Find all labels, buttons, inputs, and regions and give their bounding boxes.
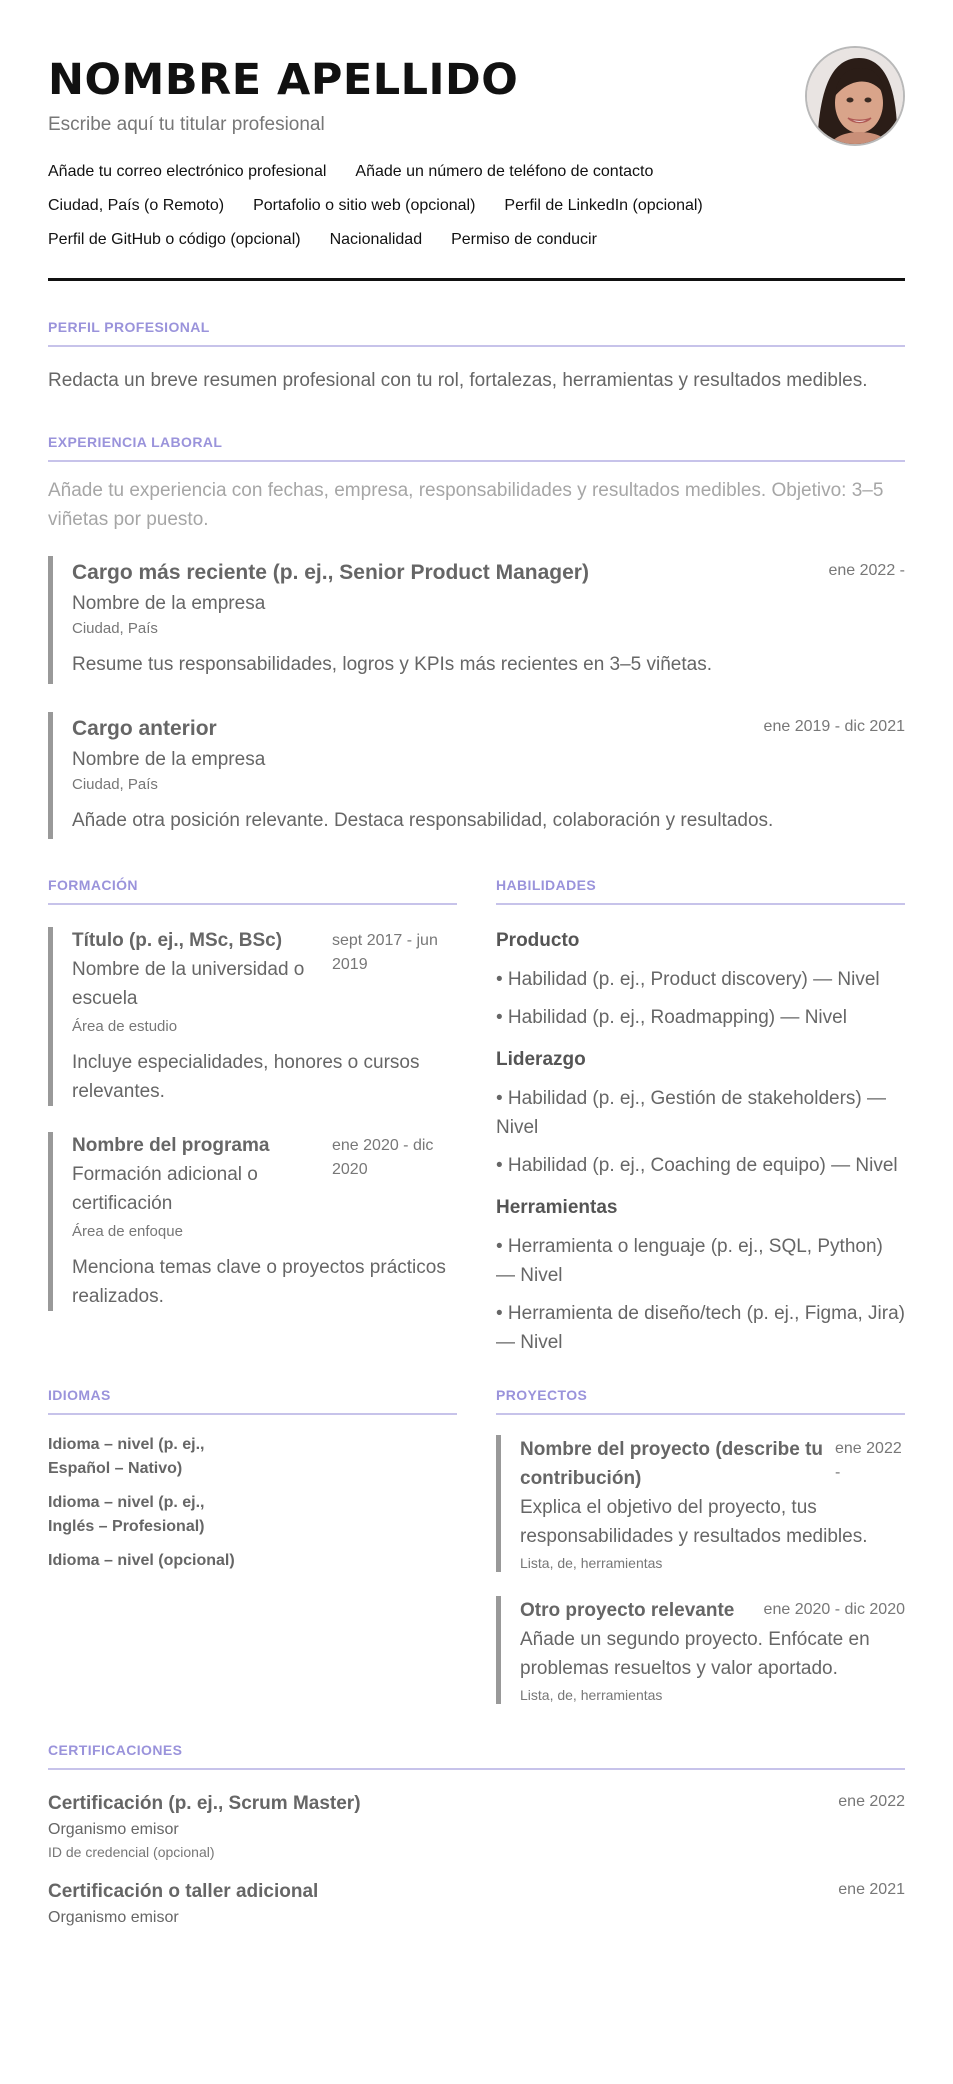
field-of-study: Área de enfoque [72, 1223, 183, 1240]
education-entry [48, 1132, 457, 1311]
skill-group [496, 1194, 905, 1357]
contact-row [48, 189, 905, 223]
skill-item: • Habilidad (p. ej., Gestión de stakeholders) — Nivel [496, 1088, 887, 1138]
driving-license-field: Permiso de conducir [451, 231, 597, 248]
field-of-study: Área de estudio [72, 1018, 178, 1035]
project-date: ene 2020 - dic 2020 [763, 1601, 905, 1618]
certification-name: Certificación (p. ej., Scrum Master) [48, 1793, 361, 1814]
certification-entry [48, 1790, 905, 1862]
language-item: Idioma – nivel (p. ej., Inglés – Profesional) [48, 1494, 205, 1535]
skill-item: • Herramienta o lenguaje (p. ej., SQL, Python) — Nivel [496, 1236, 883, 1286]
section-title: EXPERIENCIA LABORAL [48, 434, 905, 462]
project-entry [496, 1435, 905, 1572]
section-title: HABILIDADES [496, 877, 905, 905]
education-date: ene 2020 - dic 2020 [332, 1137, 434, 1178]
experience-section [48, 434, 905, 839]
job-title: Cargo más reciente (p. ej., Senior Product Manager) [72, 561, 589, 584]
avatar [805, 46, 905, 146]
website-field: Portafolio o sitio web (opcional) [253, 197, 476, 214]
job-location: Ciudad, País [72, 776, 158, 793]
degree-title: Nombre del programa [72, 1135, 270, 1156]
languages-section [48, 1387, 457, 1704]
project-tools: Lista, de, herramientas [520, 1555, 663, 1571]
experience-entry [48, 712, 905, 839]
section-title: IDIOMAS [48, 1387, 457, 1415]
certification-name: Certificación o taller adicional [48, 1881, 319, 1902]
skill-category: Producto [496, 930, 580, 951]
job-description: Resume tus responsabilidades, logros y KPIs más recientes en 3–5 viñetas. [72, 654, 712, 675]
job-title: Cargo anterior [72, 717, 217, 740]
contact-row [48, 223, 905, 257]
certification-date: ene 2021 [838, 1881, 905, 1898]
education-description: Incluye especialidades, honores o cursos relevantes. [72, 1052, 420, 1102]
nationality-field: Nacionalidad [329, 231, 423, 248]
project-name: Otro proyecto relevante [520, 1600, 735, 1621]
certification-entry [48, 1878, 905, 1930]
job-location: Ciudad, País [72, 620, 158, 637]
skill-category: Herramientas [496, 1197, 618, 1218]
email-field: Añade tu correo electrónico profesional [48, 163, 327, 180]
skill-item: • Habilidad (p. ej., Roadmapping) — Nivel [496, 1007, 847, 1028]
contact-info [48, 155, 905, 257]
company-name: Nombre de la empresa [72, 593, 266, 614]
language-item: Idioma – nivel (p. ej., Español – Nativo) [48, 1436, 205, 1477]
education-date: sept 2017 - jun 2019 [332, 932, 438, 973]
resume-header [48, 48, 905, 281]
languages-projects-row [48, 1387, 905, 1704]
skill-item: • Habilidad (p. ej., Product discovery) — Nivel [496, 969, 880, 990]
project-description: Explica el objetivo del proyecto, tus responsabilidades y resultados medibles. [520, 1497, 868, 1547]
skill-category: Liderazgo [496, 1049, 586, 1070]
certification-date: ene 2022 [838, 1793, 905, 1810]
full-name: NOMBRE APELLIDO [48, 55, 519, 105]
education-description: Menciona temas clave o proyectos prácticos realizados. [72, 1257, 446, 1307]
project-tools: Lista, de, herramientas [520, 1687, 663, 1703]
credential-id: ID de credencial (opcional) [48, 1844, 215, 1860]
job-description: Añade otra posición relevante. Destaca responsabilidad, colaboración y resultados. [72, 810, 774, 831]
section-title: FORMACIÓN [48, 877, 457, 905]
skill-item: • Herramienta de diseño/tech (p. ej., Figma, Jira) — Nivel [496, 1303, 905, 1353]
degree-title: Título (p. ej., MSc, BSc) [72, 930, 283, 951]
education-section [48, 877, 457, 1357]
skills-section [496, 877, 905, 1357]
school-name: Formación adicional o certificación [72, 1164, 258, 1214]
experience-entry [48, 556, 905, 684]
education-entry [48, 927, 457, 1106]
skill-item: • Habilidad (p. ej., Coaching de equipo) — Nivel [496, 1155, 898, 1176]
linkedin-field: Perfil de LinkedIn (opcional) [504, 197, 703, 214]
school-name: Nombre de la universidad o escuela [72, 959, 305, 1009]
education-skills-row [48, 877, 905, 1357]
project-name: Nombre del proyecto (describe tu contribución) [520, 1439, 824, 1489]
experience-intro: Añade tu experiencia con fechas, empresa, responsabilidades y resultados medibles. Objetivo: 3–5 viñetas por puesto. [48, 480, 884, 530]
profile-summary: Redacta un breve resumen profesional con tu rol, fortalezas, herramientas y resultados medibles. [48, 370, 868, 391]
language-list [48, 1433, 457, 1583]
language-item: Idioma – nivel (opcional) [48, 1552, 235, 1569]
job-date: ene 2022 - [828, 562, 905, 579]
github-field: Perfil de GitHub o código (opcional) [48, 231, 301, 248]
project-description: Añade un segundo proyecto. Enfócate en problemas resueltos y valor aportado. [520, 1629, 870, 1679]
location-field: Ciudad, País (o Remoto) [48, 197, 225, 214]
headline: Escribe aquí tu titular profesional [48, 114, 325, 135]
projects-section [496, 1387, 905, 1704]
project-entry [496, 1596, 905, 1704]
company-name: Nombre de la empresa [72, 749, 266, 770]
certifications-section [48, 1742, 905, 1930]
skill-group [496, 927, 905, 1032]
project-date: ene 2022 - [835, 1440, 902, 1481]
section-title: PROYECTOS [496, 1387, 905, 1415]
job-date: ene 2019 - dic 2021 [763, 718, 905, 735]
skill-group [496, 1046, 905, 1180]
profile-section [48, 319, 905, 396]
certification-issuer: Organismo emisor [48, 1909, 179, 1926]
phone-field: Añade un número de teléfono de contacto [355, 163, 654, 180]
section-title: PERFIL PROFESIONAL [48, 319, 905, 347]
section-title: CERTIFICACIONES [48, 1742, 905, 1770]
contact-row [48, 155, 905, 189]
profile-photo-icon [807, 48, 905, 146]
certification-issuer: Organismo emisor [48, 1821, 179, 1838]
